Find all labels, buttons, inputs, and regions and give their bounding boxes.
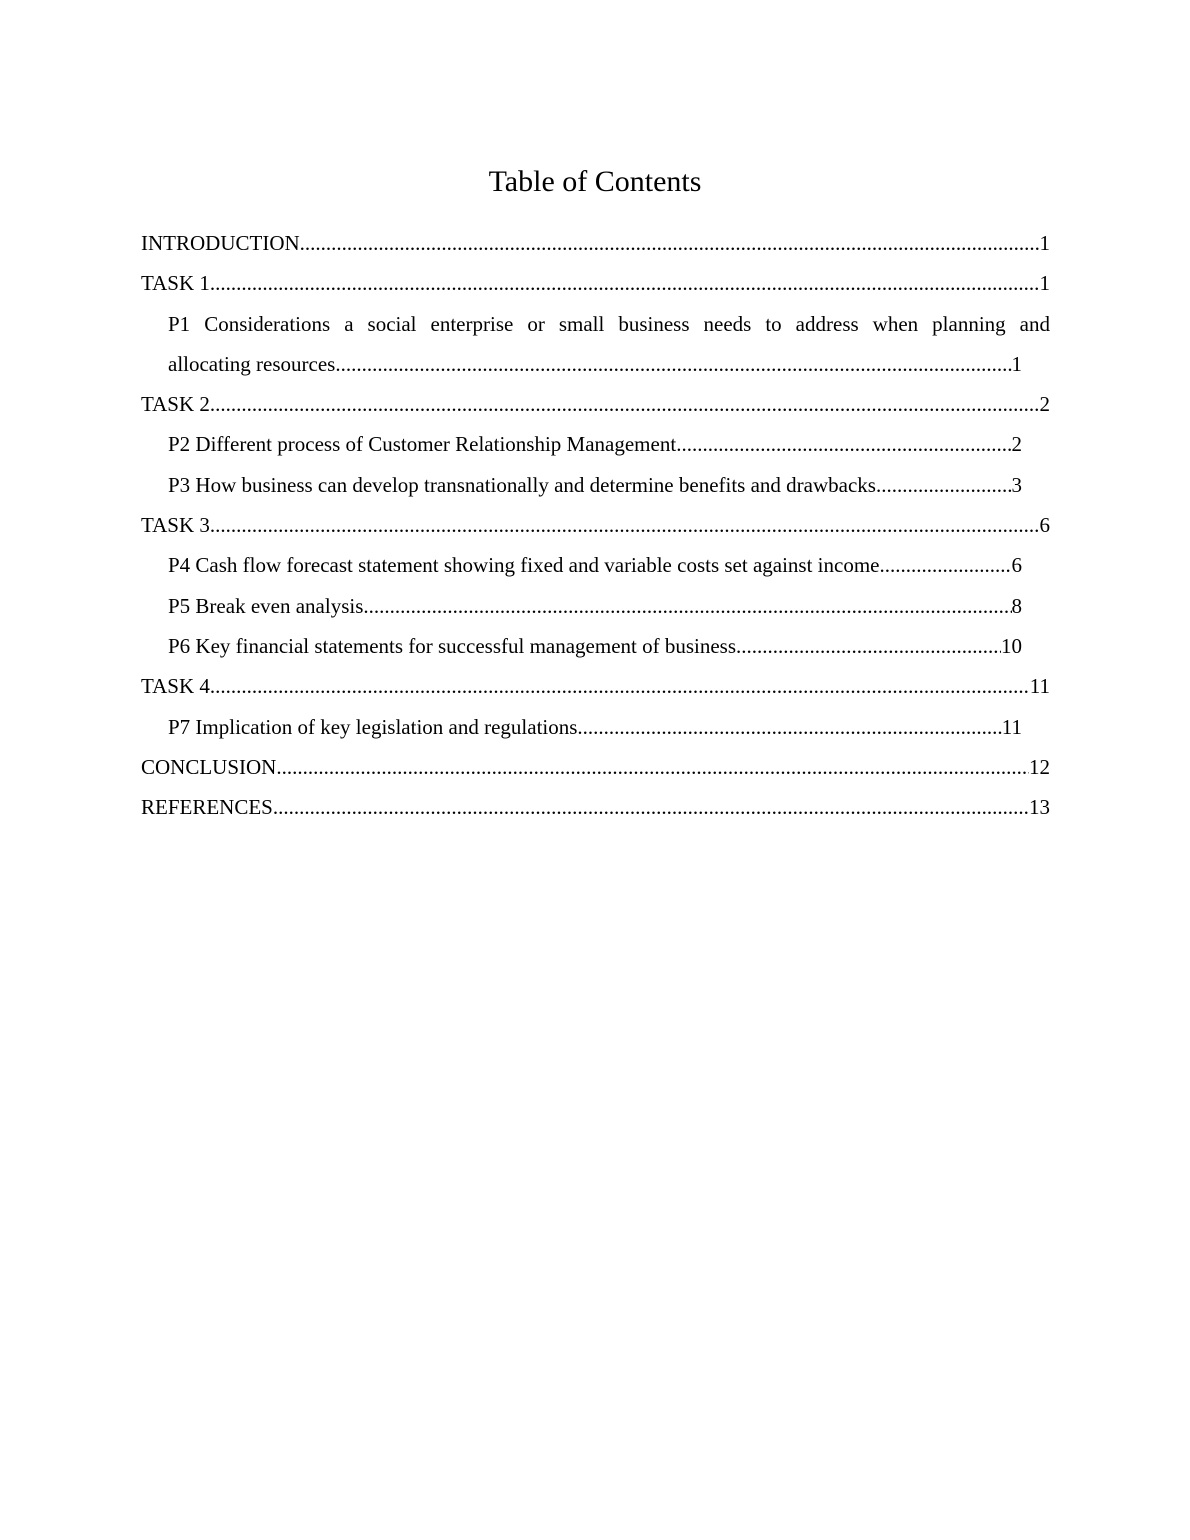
toc-dot-leader	[210, 384, 1040, 424]
toc-entry-p5[interactable]	[168, 586, 1022, 626]
toc-dot-leader	[276, 747, 1029, 787]
toc-entry-label: CONCLUSION	[141, 754, 277, 779]
toc-entry-task-4[interactable]	[141, 666, 1050, 706]
toc-dot-leader	[210, 505, 1040, 545]
toc-page-number: 1	[1011, 351, 1022, 376]
toc-entry-label: INTRODUCTION	[141, 231, 300, 255]
toc-entry-label: TASK 1	[141, 271, 210, 296]
toc-entry-label: P4 Cash flow forecast statement showing fixed and variable costs set against income	[168, 553, 880, 578]
toc-page-number: 11	[1029, 674, 1050, 699]
toc-page-number: 2	[1039, 392, 1050, 417]
toc-entry-task-1[interactable]	[141, 263, 1050, 303]
toc-dot-leader	[210, 263, 1040, 303]
toc-entry-p6[interactable]	[168, 626, 1022, 666]
toc-entry-task-2[interactable]	[141, 384, 1050, 424]
toc-entry-label: P2 Different process of Customer Relationship Management	[168, 432, 677, 457]
toc-page-number: 12	[1029, 754, 1050, 779]
toc-page-number: 1	[1039, 231, 1050, 255]
toc-entry-p3[interactable]	[168, 465, 1022, 505]
toc-entry-label: P6 Key financial statements for successful management of business	[168, 633, 737, 658]
toc-dot-leader	[736, 626, 1001, 666]
toc-entry-label-line-1: P1 Considerations a social enterprise or small business needs to address when planning and	[168, 311, 1050, 336]
toc-entry-task-3[interactable]	[141, 505, 1050, 545]
toc-entry-label: P5 Break even analysis	[168, 593, 364, 618]
toc-dot-leader	[577, 707, 1001, 747]
toc-page-number: 2	[1011, 432, 1022, 457]
toc-entry-p4[interactable]	[168, 545, 1022, 585]
toc-dot-leader	[335, 344, 1011, 384]
toc-entry-conclusion[interactable]	[141, 747, 1050, 787]
toc-entry-label: P3 How business can develop transnationally and determine benefits and drawbacks	[168, 472, 876, 497]
toc-page-number: 10	[1001, 633, 1022, 658]
toc-title: Table of Contents	[488, 165, 702, 198]
toc-dot-leader	[210, 666, 1030, 706]
toc-dot-leader	[300, 223, 1040, 263]
toc-entry-label: TASK 2	[141, 392, 210, 417]
toc-page-number: 3	[1011, 472, 1022, 497]
toc-entry-p1[interactable]	[168, 304, 1050, 385]
toc-dot-leader	[676, 424, 1011, 464]
toc-entry-label-line-2: allocating resources	[168, 351, 336, 376]
toc-entry-p7[interactable]	[168, 707, 1022, 747]
toc-page-number: 6	[1039, 513, 1050, 538]
toc-page-number: 13	[1029, 795, 1050, 820]
toc-dot-leader	[876, 465, 1012, 505]
toc-entry-label: TASK 3	[141, 513, 210, 538]
toc-dot-leader	[273, 787, 1029, 827]
toc-entry-label: P7 Implication of key legislation and regulations	[168, 714, 578, 739]
toc-list	[141, 223, 1050, 827]
toc-page-number: 1	[1039, 271, 1050, 296]
toc-entry-label: TASK 4	[141, 674, 210, 699]
toc-page-number: 6	[1011, 553, 1022, 578]
toc-entry-label: REFERENCES	[141, 795, 273, 820]
toc-entry-references[interactable]	[141, 787, 1050, 827]
toc-dot-leader	[880, 545, 1012, 585]
toc-page-number: 11	[1001, 714, 1022, 739]
toc-entry-introduction[interactable]	[141, 223, 1050, 263]
toc-entry-line-2	[168, 344, 1022, 384]
toc-entry-p2[interactable]	[168, 424, 1022, 464]
toc-page-number: 8	[1011, 593, 1022, 618]
toc-dot-leader	[363, 586, 1011, 626]
